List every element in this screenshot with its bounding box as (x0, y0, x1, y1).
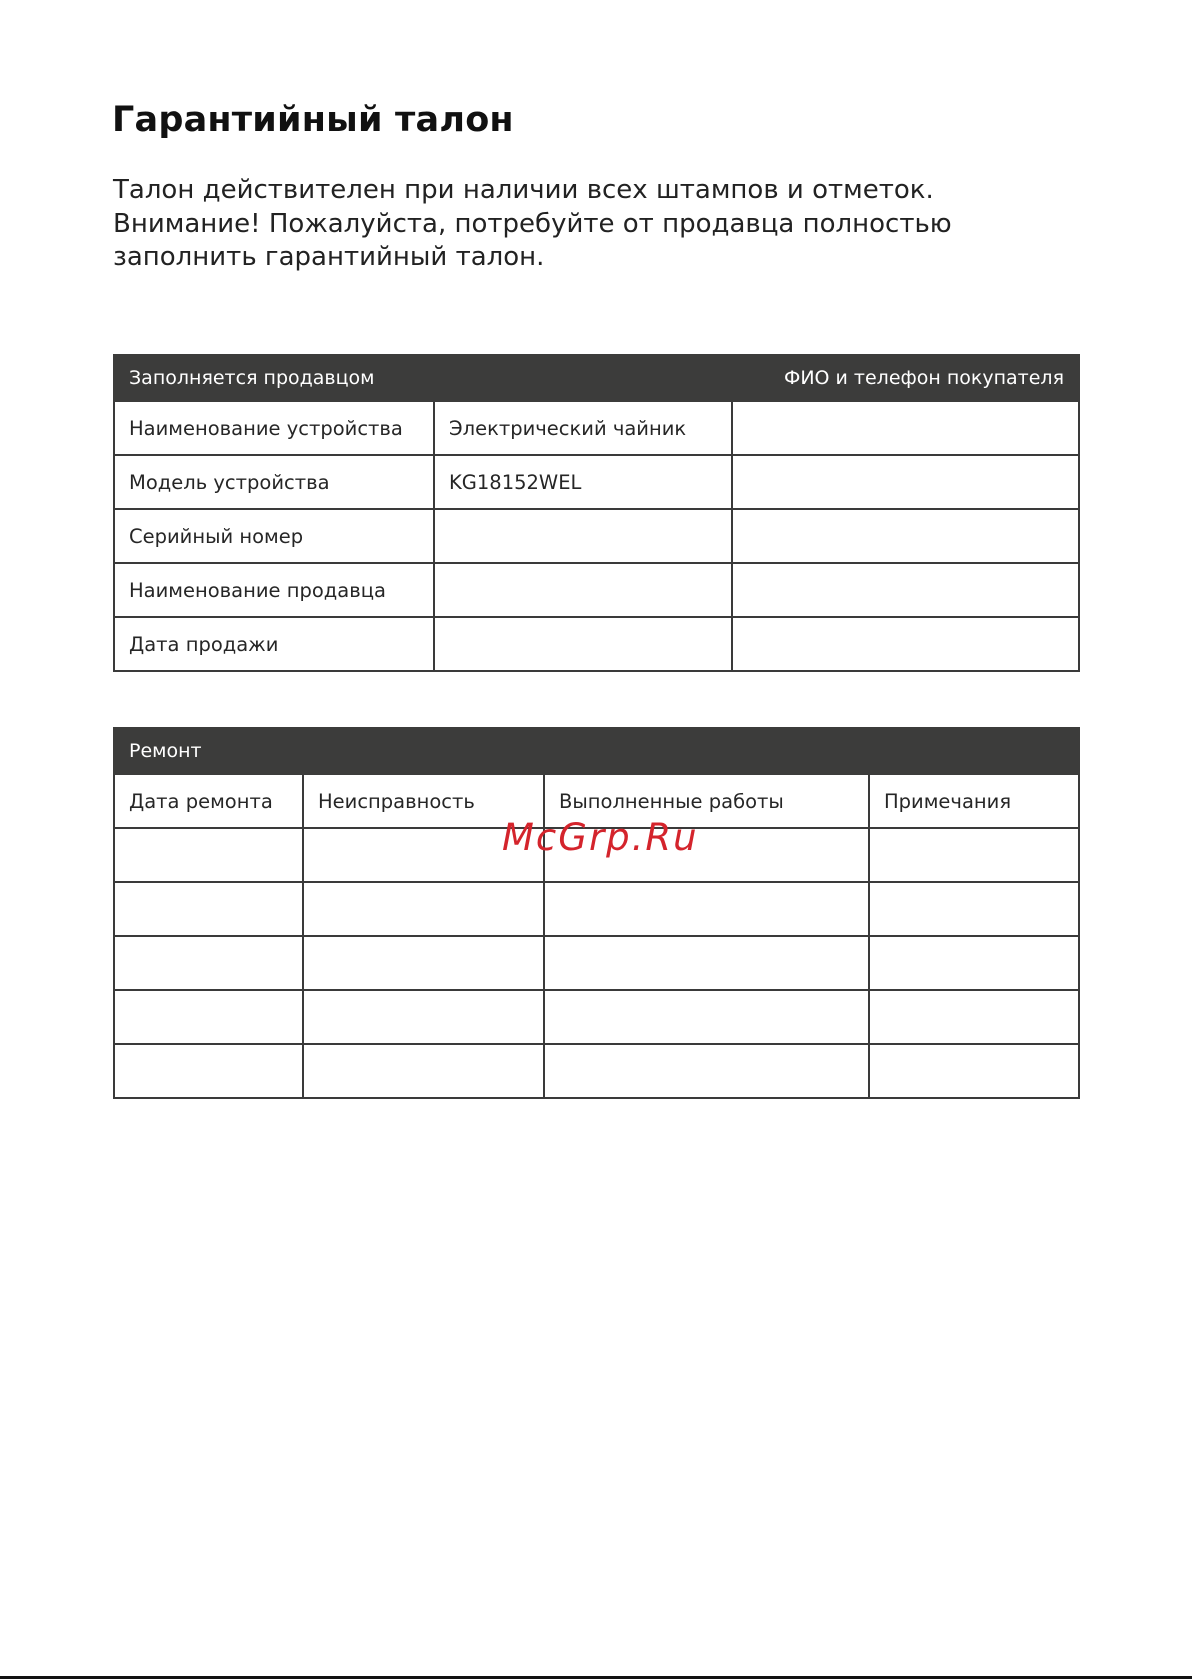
work-done-cell[interactable] (544, 990, 869, 1044)
table-row (114, 617, 1079, 671)
field-label-device-model: Модель устройства (114, 455, 434, 509)
repair-date-cell[interactable] (114, 882, 303, 936)
fault-cell[interactable] (303, 936, 544, 990)
table-row (114, 563, 1079, 617)
intro-line: Талон действителен при наличии всех штампов и отметок. (113, 175, 934, 205)
fault-cell[interactable] (303, 990, 544, 1044)
field-label-serial-number: Серийный номер (114, 509, 434, 563)
seller-table-header (114, 355, 1079, 401)
intro-line: заполнить гарантийный талон. (113, 242, 545, 272)
intro-line: Внимание! Пожалуйста, потребуйте от продавца полностью (113, 208, 952, 239)
work-done-cell[interactable] (544, 882, 869, 936)
intro-text (113, 174, 1113, 275)
field-value-device-name[interactable]: Электрический чайник (434, 401, 732, 455)
repair-date-cell[interactable] (114, 936, 303, 990)
page-title: Гарантийный талон (112, 100, 514, 140)
buyer-cell[interactable] (732, 401, 1079, 455)
repair-date-cell[interactable] (114, 1044, 303, 1098)
repair-date-cell[interactable] (114, 990, 303, 1044)
table-row (114, 882, 1079, 936)
field-value-sale-date[interactable] (434, 617, 732, 671)
notes-cell[interactable] (869, 882, 1079, 936)
field-label-sale-date: Дата продажи (114, 617, 434, 671)
work-done-cell[interactable] (544, 936, 869, 990)
repair-table-header (114, 728, 1079, 774)
notes-cell[interactable] (869, 936, 1079, 990)
column-header-fault: Неисправность (303, 774, 544, 828)
column-header-repair-date: Дата ремонта (114, 774, 303, 828)
field-label-device-name: Наименование устройства (114, 401, 434, 455)
seller-table (113, 354, 1080, 672)
buyer-header-label: ФИО и телефон покупателя (732, 355, 1079, 401)
column-header-work-done: Выполненные работы (544, 774, 869, 828)
field-value-seller-name[interactable] (434, 563, 732, 617)
repair-date-cell[interactable] (114, 828, 303, 882)
table-row (114, 936, 1079, 990)
buyer-cell[interactable] (732, 455, 1079, 509)
field-label-seller-name: Наименование продавца (114, 563, 434, 617)
field-value-device-model[interactable]: KG18152WEL (434, 455, 732, 509)
buyer-cell[interactable] (732, 617, 1079, 671)
fault-cell[interactable] (303, 882, 544, 936)
fault-cell[interactable] (303, 1044, 544, 1098)
buyer-cell[interactable] (732, 563, 1079, 617)
work-done-cell[interactable] (544, 1044, 869, 1098)
table-row (114, 509, 1079, 563)
table-row (114, 455, 1079, 509)
table-row (114, 990, 1079, 1044)
repair-table (113, 727, 1080, 1099)
notes-cell[interactable] (869, 1044, 1079, 1098)
repair-header-label: Ремонт (114, 728, 1079, 774)
seller-header-label: Заполняется продавцом (114, 355, 732, 401)
column-header-notes: Примечания (869, 774, 1079, 828)
notes-cell[interactable] (869, 990, 1079, 1044)
table-row (114, 401, 1079, 455)
buyer-cell[interactable] (732, 509, 1079, 563)
watermark: McGrp.Ru (502, 816, 699, 859)
field-value-serial-number[interactable] (434, 509, 732, 563)
notes-cell[interactable] (869, 828, 1079, 882)
table-row (114, 1044, 1079, 1098)
